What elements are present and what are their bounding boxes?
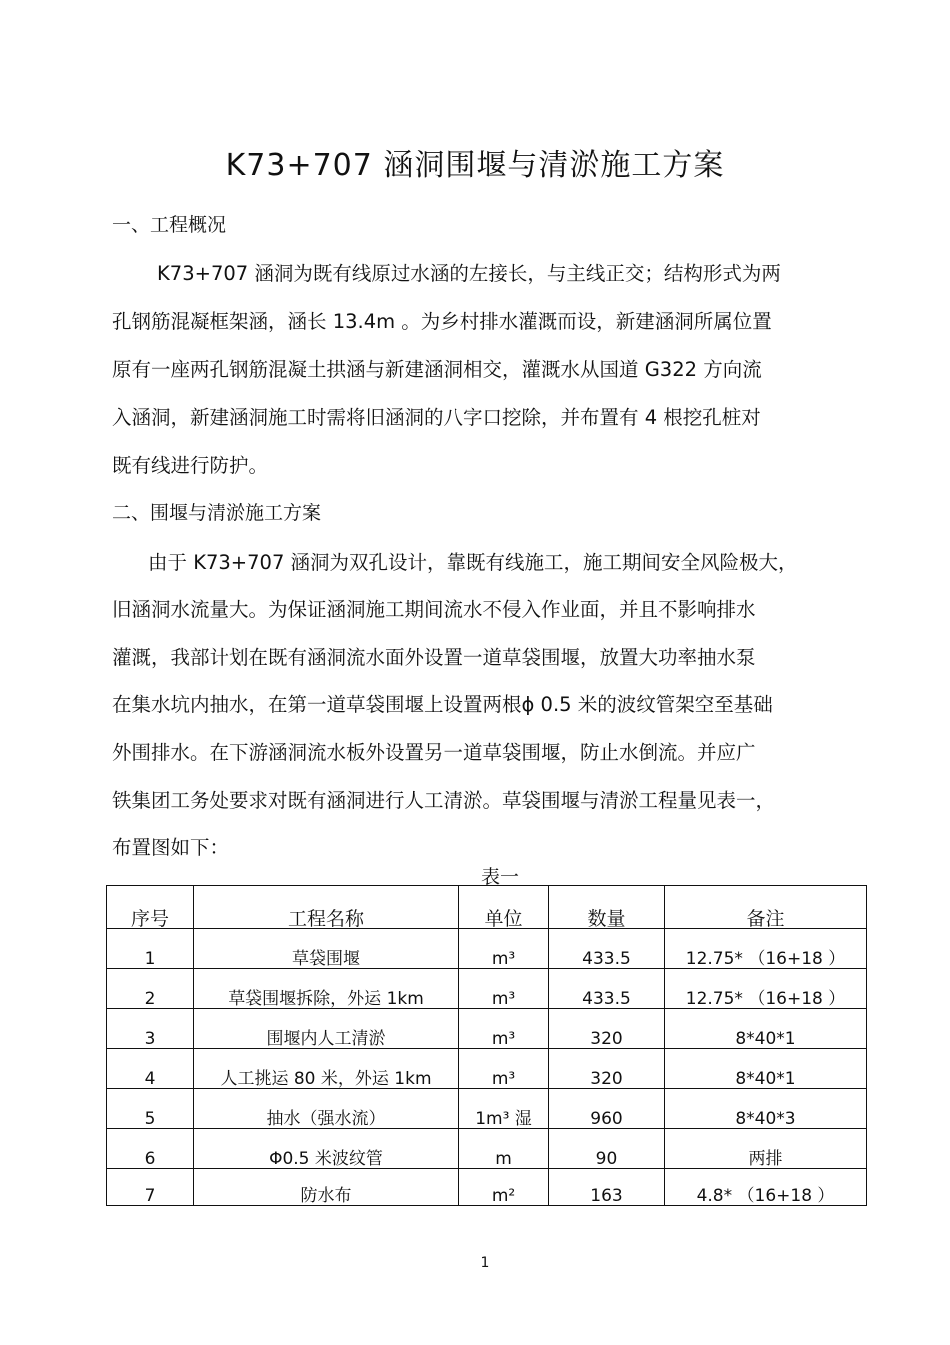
table-cell: 90 <box>549 1129 665 1169</box>
table-cell: 围堰内人工清淤 <box>194 1009 459 1049</box>
section-heading-overview: 一、工程概况 <box>112 214 227 236</box>
quantity-table <box>106 885 867 1206</box>
table-row <box>107 1089 867 1129</box>
paragraph-line: 原有一座两孔钢筋混凝土拱涵与新建涵洞相交，灌溉水从国道 G322 方向流 <box>112 358 762 381</box>
paragraph-line: 旧涵洞水流量大。为保证涵洞施工期间流水不侵入作业面，并且不影响排水 <box>112 598 756 621</box>
table-cell: 1m³ 湿 <box>459 1089 549 1129</box>
table-cell: 433.5 <box>549 929 665 969</box>
table-cell: m³ <box>459 1009 549 1049</box>
table-row <box>107 969 867 1009</box>
table-cell: 12.75* （16+18 ） <box>665 929 867 969</box>
paragraph-line: 布置图如下： <box>112 836 230 859</box>
paragraph-line: 既有线进行防护。 <box>112 454 269 477</box>
paragraph-line: K73+707 涵洞为既有线原过水涵的左接长，与主线正交；结构形式为两 <box>157 262 781 285</box>
paragraph-line: 外围排水。在下游涵洞流水板外设置另一道草袋围堰，防止水倒流。并应广 <box>112 741 756 764</box>
table-cell: 4 <box>107 1049 194 1089</box>
paragraph-line: 灌溉，我部计划在既有涵洞流水面外设置一道草袋围堰，放置大功率抽水泵 <box>112 646 756 669</box>
table-cell: 4.8* （16+18 ） <box>665 1169 867 1206</box>
table-cell: 960 <box>549 1089 665 1129</box>
header-cell: 单位 <box>459 886 549 929</box>
table-row <box>107 1009 867 1049</box>
header-cell: 序号 <box>107 886 194 929</box>
table-cell: 两排 <box>665 1129 867 1169</box>
section-heading-plan: 二、围堰与清淤施工方案 <box>112 502 322 524</box>
paragraph-line: 由于 K73+707 涵洞为双孔设计，靠既有线施工，施工期间安全风险极大， <box>148 551 798 574</box>
table-cell: 320 <box>549 1009 665 1049</box>
table-cell: 8*40*1 <box>665 1009 867 1049</box>
table-cell: 草袋围堰 <box>194 929 459 969</box>
table-cell: 3 <box>107 1009 194 1049</box>
table-row <box>107 1169 867 1206</box>
table-caption: 表一 <box>480 866 519 888</box>
table-cell: m³ <box>459 929 549 969</box>
table-cell: 163 <box>549 1169 665 1206</box>
paragraph-line: 铁集团工务处要求对既有涵洞进行人工清淤。草袋围堰与清淤工程量见表一， <box>112 789 776 812</box>
table-cell: m <box>459 1129 549 1169</box>
header-cell: 工程名称 <box>194 886 459 929</box>
document-title: K73+707 涵洞围堰与清淤施工方案 <box>225 148 725 183</box>
table-cell: 防水布 <box>194 1169 459 1206</box>
header-cell: 备注 <box>665 886 867 929</box>
table-cell: m³ <box>459 1049 549 1089</box>
table-row <box>107 929 867 969</box>
table-cell: 人工挑运 80 米，外运 1km <box>194 1049 459 1089</box>
header-cell: 数量 <box>549 886 665 929</box>
table-cell: m³ <box>459 969 549 1009</box>
table-cell: 7 <box>107 1169 194 1206</box>
table-cell: Φ0.5 米波纹管 <box>194 1129 459 1169</box>
table-cell: 5 <box>107 1089 194 1129</box>
table-cell: 433.5 <box>549 969 665 1009</box>
table-cell: 8*40*3 <box>665 1089 867 1129</box>
table-cell: m² <box>459 1169 549 1206</box>
table-cell: 2 <box>107 969 194 1009</box>
table-row <box>107 1049 867 1089</box>
table-cell: 1 <box>107 929 194 969</box>
table-cell: 12.75* （16+18 ） <box>665 969 867 1009</box>
paragraph-line: 入涵洞，新建涵洞施工时需将旧涵洞的八字口挖除，并布置有 4 根挖孔桩对 <box>112 406 761 429</box>
table-cell: 6 <box>107 1129 194 1169</box>
paragraph-line: 孔钢筋混凝框架涵，涵长 13.4m 。为乡村排水灌溉而设，新建涵洞所属位置 <box>112 310 772 333</box>
table-row <box>107 1129 867 1169</box>
table-cell: 8*40*1 <box>665 1049 867 1089</box>
table-cell: 草袋围堰拆除，外运 1km <box>194 969 459 1009</box>
page-number: 1 <box>480 1255 490 1271</box>
table-cell: 抽水（强水流） <box>194 1089 459 1129</box>
table-cell: 320 <box>549 1049 665 1089</box>
paragraph-line: 在集水坑内抽水，在第一道草袋围堰上设置两根ϕ 0.5 米的波纹管架空至基础 <box>112 693 773 716</box>
table-header-row <box>107 886 867 929</box>
